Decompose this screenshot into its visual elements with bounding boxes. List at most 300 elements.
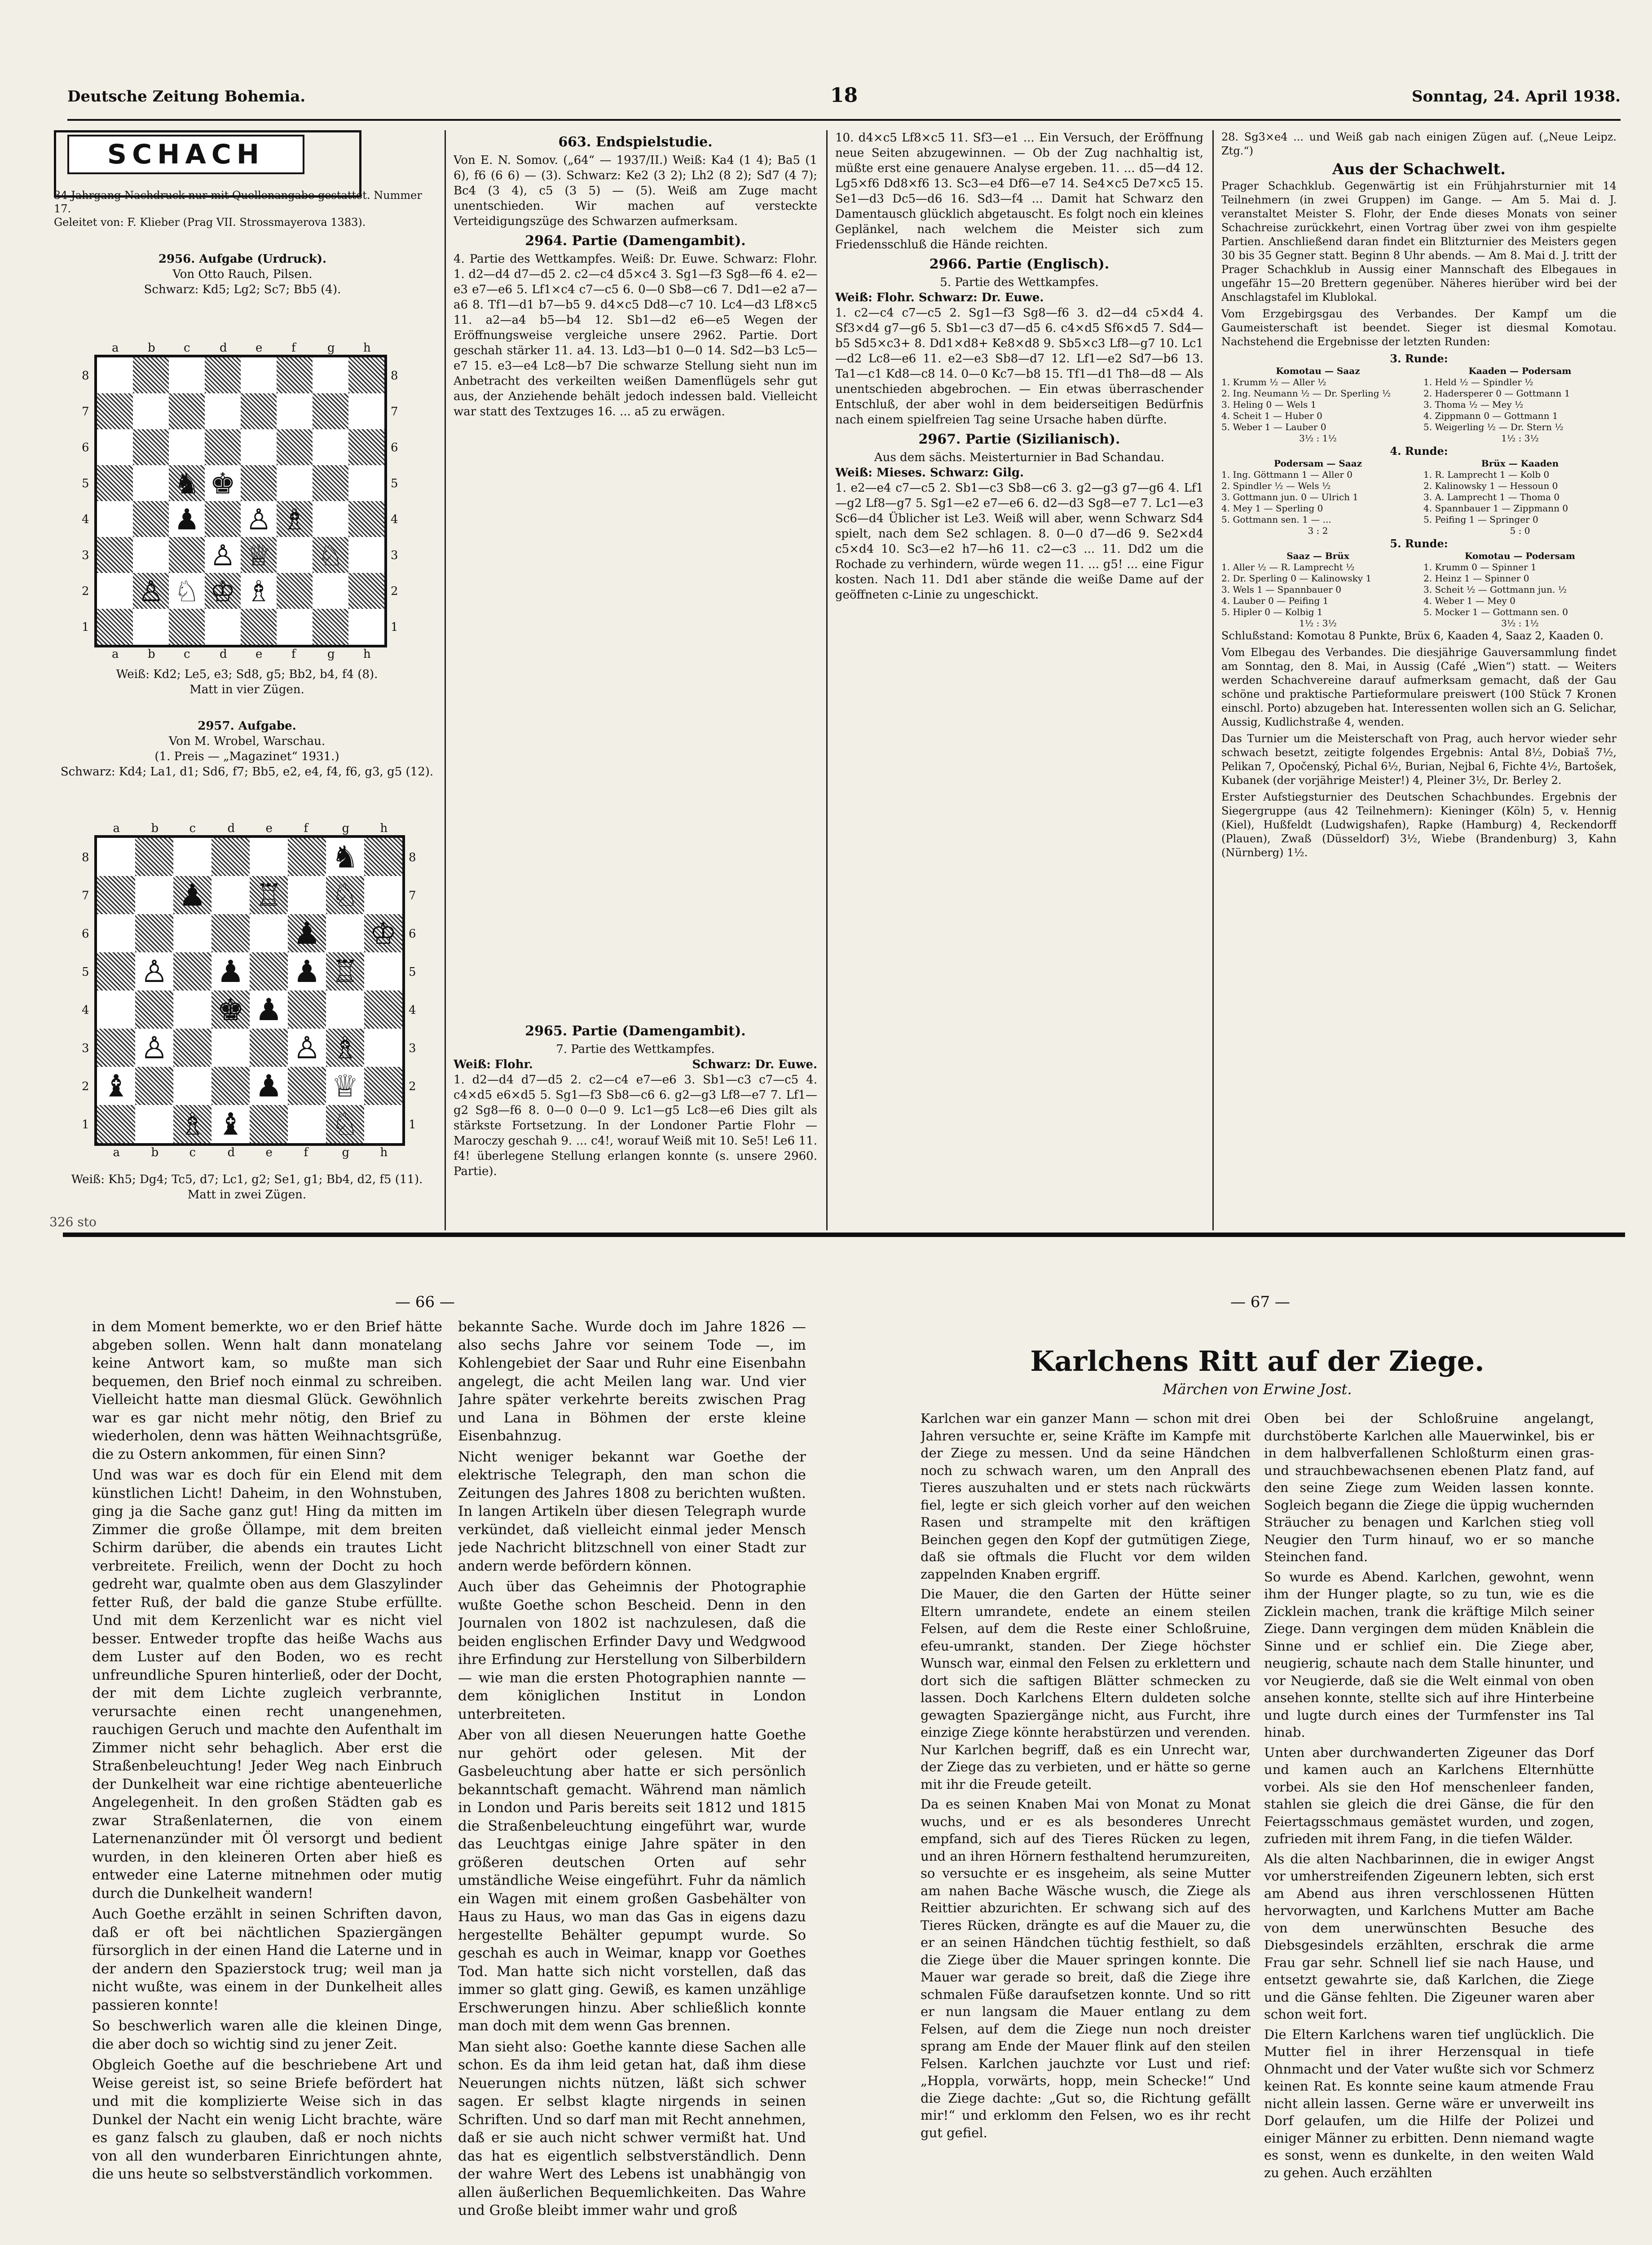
game-2964-text: 4. Partie des Wettkampfes. Weiß: Dr. Euwe. Schwarz: Flohr. 1. d2—d4 d7—d5 2. c2—c4 d5×c4 3. Sg1—f3 Sg8—f6 4. e2—e3 e7—e6 5. Lf1×c4 c7—c5 6. 0—0 Sb8—c6 7. Dd1—e2 a7—a6 8. Tf1—d1 b7—b5 9. d4×c5 Dd8—c7 10. Lc4—d3 Lf8×c5 11. a2—a4 b5—b4 12. Sb1—d2 e6—e5 Wegen der Eröffnungsweise vergleiche unsere 2962. Partie. Dort geschah stärker 11. a4. 13. Ld3—b1 0—0 14. Sd2—b3 Lc5—e7 15. e3—e4 Lc8—b7 Die schwarze Stellung sieht nun im Anbetracht des verkeilten weißen Damenflügels sehr gut aus, der Anziehende behält jedoch indessen bald. Vielleicht war statt des Textzuges 16. ... a5 zu erwägen.	[454, 252, 817, 418]
file-label: a	[113, 822, 120, 835]
board-square	[211, 876, 250, 914]
board-square	[205, 609, 241, 645]
chess-piece: ♟	[293, 954, 321, 990]
rank-label: 2	[409, 1079, 416, 1093]
paragraph: Die Eltern Karlchens waren tief unglücklich. Die Mutter fiel in ihrer Herzensqual in tiefe Ohnmacht und der Vater wußte sich vor Schmerz keinen Rat. Es konnte seine kaum atmende Frau nicht allein lassen. Gerne wäre er unverweilt ins Dorf gelaufen, um die Hilfe der Polizei und einiger Männer zu erbitten. Denn niemand wagte es sonst, wenn es dunkelte, in den weiten Wald zu gehen. Auch erzählten	[1264, 2026, 1594, 2180]
rank-label: 3	[82, 1041, 89, 1055]
board-square	[348, 501, 384, 537]
file-label: b	[151, 822, 159, 835]
header-newspaper-name: Deutsche Zeitung Bohemia.	[67, 88, 306, 106]
page-67-number: — 67 —	[1230, 1293, 1290, 1311]
board-square	[173, 952, 211, 990]
rank-label: 6	[409, 927, 416, 941]
board-square	[250, 1105, 288, 1143]
paragraph: Aber von all diesen Neuerungen hatte Goethe nur gehört oder gelesen. Mit der Gasbeleuchtung aber hatte er sich persönlich bekanntschaft gemacht. Während man nämlich in London und Paris bereits seit 1812 und 1815 die Straßenbeleuchtung eingeführt war, wurde das Leuchtgas einige Jahre später in den größeren deutschen Orten auf sehr umständliche Weise eingeführt. Fuhr da nämlich ein Wagen mit einem großen Gasbehälter von Haus zu Haus, wo man das Gas in eigens dazu hergestellte Behälter gepumpt wurde. So geschah es auch in Weimar, knapp vor Goethes Tod. Man hatte sich nicht vorstellen, daß das immer so glatt ging. Gewiß, es kamen unzählige Erschwerungen hinzu. Aber schließlich konnte man doch mit dem wenn Gas brennen.	[458, 1727, 806, 2034]
board-result: 2. Dr. Sperling 0 — Kalinowsky 1	[1221, 573, 1372, 584]
board-square	[364, 1067, 402, 1105]
file-label: d	[220, 647, 227, 661]
file-label: c	[184, 341, 190, 355]
chess-piece: ♗	[282, 503, 308, 537]
round-heading: 3. Runde:	[1390, 352, 1448, 365]
game-2964-heading: 2964. Partie (Damengambit).	[525, 233, 746, 249]
schach-title: SCHACH	[67, 135, 304, 174]
match-title: Brüx — Kaaden	[1481, 458, 1559, 469]
match-title: Kaaden — Podersam	[1468, 365, 1572, 376]
file-label: d	[220, 341, 227, 355]
board-square	[241, 465, 277, 501]
board-square	[97, 609, 133, 645]
board-square	[133, 393, 169, 429]
chess-piece: ♟	[255, 992, 282, 1028]
paragraph: in dem Moment bemerkte, wo er den Brief hätte abgeben sollen. Wenn halt dann monatelang keine Antwort kam, so mußte man sich bequemen, den Brief noch einmal zu schreiben. Vielleicht hatte man diesmal Glück. Gewöhnlich war es gar nicht mehr nötig, den Brief zu wiederholen, denn was hätten Weihnachtsgrüße, die zu Ostern ankommen, für einen Sinn?	[92, 1319, 442, 1462]
match-score: 3½ : 1½	[1501, 618, 1539, 629]
chess-piece: ♙	[141, 1030, 168, 1066]
page-66-column-2	[458, 1318, 806, 2245]
page-header	[67, 84, 1621, 121]
board-square	[313, 429, 348, 465]
board-square	[348, 573, 384, 609]
board-square	[313, 609, 348, 645]
rank-label: 2	[82, 585, 89, 598]
column-rule	[826, 130, 828, 1230]
story-title: Karlchens Ritt auf der Ziege.	[1030, 1345, 1485, 1378]
board-square	[326, 914, 364, 952]
game-2965-continuation: 10. d4×c5 Lf8×c5 11. Sf3—e1 ... Ein Versuch, der Eröffnung neue Seiten abzugewinnen. — Ob der Zug nachhaltig ist, müßte erst eine genauere Analyse ergeben. 11. ... d5—d4 12. Lg5×f6 Dd8×f6 13. Sc3—e4 Df6—e7 14. Se4×c5 De7×c5 15. Se1—d3 Dc5—d6 16. Sd3—f4 ... Damit hat Schwarz den Damentausch glücklich abgetauscht. Es folgt noch ein kleines Geplänkel, nach welchem die Meister sich zum Friedensschluß die Hände reichten.	[835, 131, 1203, 251]
board-square	[205, 429, 241, 465]
match-column	[1221, 365, 1414, 444]
board-result: 2. Heinz 1 — Spinner 0	[1423, 573, 1529, 584]
chess-piece: ♚	[210, 467, 236, 501]
paragraph: Obgleich Goethe auf die beschriebene Art und Weise gereist ist, so seine Briefe befördert hat und mit die komplizierte Weise sich in das Dunkel der Nacht ein wenig Licht brachte, wäre es ganz falsch zu glauben, daß er noch nichts von all den wunderbaren Einrichtungen ahnte, die uns heute so selbstverständlich vorkommen.	[92, 2057, 442, 2182]
board-square	[348, 537, 384, 573]
chess-piece: ♟	[179, 878, 206, 914]
board-result: 4. Spannbauer 1 — Zippmann 0	[1423, 503, 1568, 514]
chess-piece: ♕	[246, 539, 272, 572]
board-square	[288, 876, 326, 914]
problem2-prize: (1. Preis — „Magazinet“ 1931.)	[154, 750, 339, 763]
page-66-column-1	[92, 1318, 442, 2245]
board-square	[205, 393, 241, 429]
chess-piece: ♘	[174, 575, 200, 608]
paragraph: Karlchen war ein ganzer Mann — schon mit drei Jahren versuchte er, seine Kräfte im Kampfe mit der Ziege zu messen. Und da seine Händchen noch zu schwach waren, um den Anprall des Tieres auszuhalten und er stets nach rückwärts fiel, legte er sich gleich vorher auf den weichen Rasen und strampelte mit den kräftigen Beinchen gegen den Kopf der gutmütigen Ziege, daß sie oftmals die Flucht vor dem wilden zappelnden Knaben ergriff.	[921, 1411, 1251, 1582]
board-square	[313, 357, 348, 393]
rank-label: 6	[82, 441, 89, 454]
rank-label: 8	[391, 369, 398, 383]
file-label: h	[380, 1146, 388, 1159]
problem1-black: Schwarz: Kd5; Lg2; Sc7; Bb5 (4).	[144, 283, 341, 296]
board-square	[135, 1105, 173, 1143]
file-label: b	[148, 647, 155, 661]
board-result: 1. R. Lamprecht 1 — Kolb 0	[1423, 469, 1550, 480]
rank-label: 8	[409, 850, 416, 864]
rank-label: 3	[82, 549, 89, 562]
section-rule	[63, 1233, 1625, 1237]
board-square	[97, 393, 133, 429]
rank-label: 3	[391, 549, 398, 562]
chess-piece: ♖	[255, 878, 282, 914]
news-erzgebirge: Vom Erzgebirgsgau des Verbandes. Der Kampf um die Gaumeisterschaft ist beendet. Sieger ist diesmal Komotau. Nachstehend die Ergebnisse der letzten Runden:	[1221, 308, 1617, 348]
board-square	[97, 838, 135, 876]
file-label: e	[256, 647, 263, 661]
board-square	[205, 501, 241, 537]
board-square	[348, 465, 384, 501]
game-2965-players	[454, 1057, 817, 1072]
chess-piece: ♟	[255, 1069, 282, 1105]
file-label: e	[265, 822, 273, 835]
rank-label: 2	[82, 1079, 89, 1093]
game-2965-heading: 2965. Partie (Damengambit).	[525, 1023, 746, 1039]
file-label: f	[304, 822, 308, 835]
board-result: 3. Heling 0 — Wels 1	[1221, 399, 1317, 410]
rank-label: 7	[391, 405, 398, 418]
rank-label: 5	[82, 477, 89, 490]
problem1-solution-text	[54, 667, 440, 707]
match-column	[1221, 550, 1414, 629]
paragraph: Oben bei der Schloßruine angelangt, durchstöberte Karlchen alle Mauerwinkel, bis er in dem halbverfallenen Schloßturm einen gras- und strauchbewachsenen ebenen Platz fand, auf den seine Ziege zum Weiden lassen konnte. Sogleich begann die Ziege die üppig wuchernden Sträucher zu benagen und Karlchen stieg voll Neugier den Turm hinauf, wo er so manche Steinchen fand.	[1264, 1411, 1594, 1564]
board-result: 5. Gottmann sen. 1 — ...	[1221, 514, 1331, 525]
chess-piece: ♔	[210, 575, 236, 608]
board-result: 1. Krumm ½ — Aller ½	[1221, 377, 1326, 387]
rank-label: 7	[82, 405, 89, 418]
board-square	[288, 838, 326, 876]
board-square	[288, 1067, 326, 1105]
board-square	[173, 1067, 211, 1105]
board-square	[364, 952, 402, 990]
round-table	[1221, 365, 1617, 444]
board-square	[97, 537, 133, 573]
board-result: 5. Weber 1 — Lauber 0	[1221, 422, 1326, 432]
rank-label: 1	[82, 1118, 89, 1131]
game-2965-white: Weiß: Flohr.	[454, 1058, 533, 1071]
board-square	[364, 838, 402, 876]
rank-label: 1	[391, 621, 398, 634]
paragraph: Als die alten Nachbarinnen, die in ewiger Angst vor umherstreifenden Zigeunern lebten, sich erst am Abend aus ihren verschlossenen Hütten hervorwagten, und Karlchens Mutter am Bache von dem unerwünschten Besuche des Diebsgesindels erzählten, erschrak die arme Frau gar sehr. Schnell lief sie nach Hause, und entsetzt gewahrte sie, daß Karlchen, die Ziege und die Gänse fehlten. Die Zigeuner waren aber schon weit fort.	[1264, 1851, 1594, 2022]
paragraph: Nicht weniger bekannt war Goethe der elektrische Telegraph, den man schon die Zeitungen des Jahres 1808 zu berichten wußten. In langen Artikeln über diesen Telegraph wurde verkündet, daß vielleicht einmal jeder Mensch jede Nachricht blitzschnell von einer Stadt zur andern werde befördern können.	[458, 1448, 806, 1574]
board-square	[133, 465, 169, 501]
chess-piece: ♙	[138, 575, 164, 608]
match-score: 3½ : 1½	[1299, 433, 1337, 444]
board-square	[169, 609, 205, 645]
board-result: 3. A. Lamprecht 1 — Thoma 0	[1423, 492, 1560, 502]
file-label: h	[380, 822, 388, 835]
chess-piece: ♘	[317, 539, 344, 572]
board-square	[97, 501, 133, 537]
news-prague-club: Prager Schachklub. Gegenwärtig ist ein Frühjahrsturnier mit 14 Teilnehmern (in zwei Gruppen) im Gange. — Am 5. Mai d. J. veranstaltet Meister S. Flohr, der Ende dieses Monats von seiner Schachreise zurückkehrt, einen Vortrag über zwei von ihm gespielte Partien. Anschließend daran findet ein Blitzturnier des Meisters gegen 30 bis 35 Gegner statt. Beginn 8 Uhr abends. — Am 8. Mai d. J. tritt der Prager Schachklub in Aussig einer Mannschaft des Elbegaues in ungefähr 15—20 Brettern gegenüber. Näheres hierüber wird bei der Anschlagstafel im Klublokal.	[1221, 180, 1617, 304]
board-square	[348, 609, 384, 645]
board-square	[135, 1067, 173, 1105]
board-square	[277, 609, 313, 645]
board-square	[313, 573, 348, 609]
board-square	[211, 914, 250, 952]
game-2966-heading: 2966. Partie (Englisch).	[929, 256, 1110, 272]
rank-label: 6	[82, 927, 89, 941]
column-news	[1221, 130, 1617, 1230]
board-square	[97, 914, 135, 952]
board-result: 3. Wels 1 — Spannbauer 0	[1221, 584, 1341, 595]
board-square	[97, 952, 135, 990]
board-result: 5. Weigerling ½ — Dr. Stern ½	[1423, 422, 1564, 432]
match-score: 5 : 0	[1510, 525, 1530, 536]
board-square	[135, 990, 173, 1029]
match-title: Komotau — Podersam	[1465, 550, 1575, 561]
rank-label: 4	[82, 1003, 89, 1017]
board-square	[133, 501, 169, 537]
match-column	[1423, 365, 1617, 444]
problem2-author: Von M. Wrobel, Warschau.	[168, 735, 326, 748]
header-date: Sonntag, 24. April 1938.	[1411, 88, 1621, 106]
chess-board-problem1	[82, 341, 398, 661]
column-rule	[445, 130, 446, 1230]
board-result: 2. Kalinowsky 1 — Hessoun 0	[1423, 480, 1558, 491]
game-2965-black: Schwarz: Dr. Euwe.	[692, 1058, 817, 1071]
board-square	[241, 393, 277, 429]
board-square	[97, 876, 135, 914]
board-square	[348, 357, 384, 393]
board-result: 3. Scheit ½ — Gottmann jun. ½	[1423, 584, 1567, 595]
news-dsb-tournament: Erster Aufstiegsturnier des Deutschen Schachbundes. Ergebnis der Siegergruppe (aus 42 Teilnehmern): Kieninger (Köln) 5, v. Hennig (Kiel), Hußfeldt (Ludwigshafen), Rapke (Hamburg) 4, Reckendorff (Plauen), Zwaß (Düsseldorf) 3½, Wiebe (Brandenburg) 3, Kahn (Nürnberg) 1½.	[1221, 791, 1617, 859]
match-column	[1221, 458, 1414, 537]
match-title: Saaz — Brüx	[1286, 550, 1349, 561]
file-label: d	[227, 822, 235, 835]
board-square	[277, 429, 313, 465]
board-result: 1. Krumm 0 — Spinner 1	[1423, 562, 1537, 572]
news-elbegau: Vom Elbegau des Verbandes. Die diesjährige Gauversammlung findet am Sonntag, den 8. Mai, in Aussig (Café „Wien“) statt. — Weiters werden Schachvereine darauf aufmerksam gemacht, daß der Gau schöne und praktische Partieformulare preiswert (100 Stück 7 Kronen einschl. Porto) abzugeben hat. Interessenten wollen sich an G. Selichar, Aussig, Kudlichstraße 4, wenden.	[1221, 646, 1617, 728]
news-prague-championship: Das Turnier um die Meisterschaft von Prag, auch hervor wieder sehr schwach besetzt, zeitigte folgendes Ergebnis: Antal 8½, Dobiaš 7½, Pelikan 7, Opočenský, Pichal 6½, Burian, Nejbal 6, Fichte 4½, Bartošek, Kubanek (der vorjährige Meister!) 4, Pleiner 3½, Dr. Berley 2.	[1221, 732, 1617, 787]
file-label: c	[184, 647, 190, 661]
board-square	[241, 609, 277, 645]
board-result: 4. Weber 1 — Mey 0	[1423, 595, 1515, 606]
column-2	[454, 130, 817, 1010]
board-result: 1. Ing. Göttmann 1 — Aller 0	[1221, 469, 1352, 480]
chess-piece: ♗	[179, 1107, 206, 1143]
page-66-number: — 66 —	[395, 1293, 455, 1311]
file-label: g	[342, 822, 350, 835]
board-result: 3. Gottmann jun. 0 — Ulrich 1	[1221, 492, 1359, 502]
game-2966-sub: 5. Partie des Wettkampfes.	[940, 276, 1099, 289]
board-square	[173, 990, 211, 1029]
board-square	[326, 990, 364, 1029]
round-table	[1221, 550, 1617, 629]
schach-meta	[54, 189, 431, 238]
board-square	[313, 501, 348, 537]
margin-mark: 326 sto	[49, 1215, 97, 1229]
board-square	[133, 429, 169, 465]
board-square	[135, 876, 173, 914]
board-square	[97, 357, 133, 393]
file-label: f	[304, 1146, 308, 1159]
schach-volume: 34 Jahrgang Nachdruck nur mit Quellenangabe gestattet. Nummer 17.	[54, 189, 422, 215]
chess-piece: ♗	[246, 575, 272, 608]
board-result: 4. Zippmann 0 — Gottmann 1	[1423, 410, 1558, 421]
board-result: 1. Aller ½ — R. Lamprecht ½	[1221, 562, 1355, 572]
board-result: 4. Scheit 1 — Huber 0	[1221, 410, 1322, 421]
file-label: d	[227, 1146, 235, 1159]
board-square	[250, 914, 288, 952]
file-label: e	[265, 1146, 273, 1159]
board-square	[97, 1105, 135, 1143]
rank-label: 4	[82, 513, 89, 526]
page-67-column-2	[1264, 1410, 1594, 2245]
study-text: Von E. N. Somov. („64“ — 1937/II.) Weiß: Ka4 (1 4); Ba5 (1 6), f6 (6 6) — (3). Schwarz: Ke2 (3 2); Lh2 (8 2); Sd7 (4 7); Bc4 (3 4), c5 (3 5) — (5). Weiß am Zuge macht unentschieden. Wir machen auf versteckte Verteidigungszüge des Schwarzen aufmerksam.	[454, 154, 817, 228]
board-result: 1. Held ½ — Spindler ½	[1423, 377, 1533, 387]
board-result: 5. Peifing 1 — Springer 0	[1423, 514, 1538, 525]
board-square	[211, 1067, 250, 1105]
game-2967-sub: Aus dem sächs. Meisterturnier in Bad Schandau.	[874, 451, 1165, 464]
chess-piece: ♘	[331, 878, 359, 914]
paragraph: Man sieht also: Goethe kannte diese Sachen alle schon. Es da ihm leid getan hat, daß ihm diese Neuerungen nichts nützen, läßt sich schwer sagen. Er selbst klagte nirgends in seinen Schriften. Und so darf man mit Recht annehmen, daß er sie auch nicht schwer vermißt hat. Und das hat es eigentlich selbstverständlich. Denn der wahre Wert des Lebens ist unabhängig von allen äußerlichen Bequemlichkeiten. Das Wahre und Große bleibt immer wahr und groß	[458, 2038, 806, 2219]
board-square	[364, 990, 402, 1029]
rank-label: 6	[391, 441, 398, 454]
board-square	[277, 537, 313, 573]
round-heading: 4. Runde:	[1390, 445, 1448, 458]
game-2966-text: 1. c2—c4 c7—c5 2. Sg1—f3 Sg8—f6 3. d2—d4 c5×d4 4. Sf3×d4 g7—g6 5. Sb1—c3 d7—d5 6. c4×d5 Sf6×d5 7. Sd4—b5 Sd5×c3+ 8. Dd1×d8+ Ke8×d8 9. Sb5×c3 Lf8—g7 10. Lc1—d2 Lc8—e6 11. e2—e3 Sb8—d7 12. Lf1—e2 Sd7—b6 13. Ta1—c1 Kd8—c8 14. 0—0 Kc7—b8 15. Tf1—d1 Th8—d8 — Als unentschieden abgebrochen. — Ein etwas überraschender Entschluß, der aber wohl in dem beiderseitigen Bedürfnis nach einem spielfreien Tag seine Ursache haben dürfte.	[835, 306, 1203, 427]
problem1-intro	[54, 251, 431, 319]
board-square	[169, 537, 205, 573]
problem2-white: Weiß: Kh5; Dg4; Tc5, d7; Lc1, g2; Se1, g1; Bb4, d2, f5 (11).	[71, 1173, 423, 1186]
file-label: g	[342, 1146, 350, 1159]
game-2967-players: Weiß: Mieses. Schwarz: Gilg.	[835, 466, 1024, 480]
board-square	[133, 357, 169, 393]
rank-label: 5	[391, 477, 398, 490]
chess-piece: ♟	[293, 916, 321, 952]
board-square	[348, 429, 384, 465]
round-results	[1221, 352, 1617, 629]
match-column	[1423, 458, 1617, 537]
chess-piece: ♝	[217, 1107, 244, 1143]
problem1-task: Matt in vier Zügen.	[189, 683, 304, 696]
paragraph: So beschwerlich waren alle die kleinen Dinge, die aber doch so wichtig sind zu jener Zeit.	[92, 2018, 442, 2052]
board-square	[169, 393, 205, 429]
board-square	[250, 838, 288, 876]
problem1-white: Weiß: Kd2; Le5, e3; Sd8, g5; Bb2, b4, f4 (8).	[116, 668, 378, 681]
match-title: Komotau — Saaz	[1276, 365, 1360, 376]
game-2967-heading: 2967. Partie (Sizilianisch).	[918, 431, 1120, 447]
board-square	[97, 990, 135, 1029]
rank-label: 8	[82, 369, 89, 383]
match-score: 1½ : 3½	[1501, 433, 1539, 444]
file-label: g	[327, 341, 335, 355]
board-square	[97, 465, 133, 501]
board-square	[364, 1105, 402, 1143]
problem2-solution-text	[54, 1172, 440, 1212]
board-square	[250, 952, 288, 990]
chess-piece: ♙	[246, 503, 272, 537]
chess-piece: ♟	[217, 954, 244, 990]
rank-label: 1	[409, 1118, 416, 1131]
match-score: 1½ : 3½	[1299, 618, 1337, 629]
game-2965-text: 1. d2—d4 d7—d5 2. c2—c4 e7—e6 3. Sb1—c3 c7—c5 4. c4×d5 e6×d5 5. Sg1—f3 Sb8—c6 6. g2—g3 Lf8—e7 7. Lf1—g2 Sg8—f6 8. 0—0 0—0 9. Lc1—g5 Lc8—e6 Dies gilt als stärkste Fortsetzung. In der Londoner Partie Flohr — Maroczy geschah 9. ... c4!, worauf Weiß mit 10. Se5! Le6 11. f4! überlegene Stellung erlangen konnte (s. unsere 2960. Partie).	[454, 1073, 817, 1178]
file-label: a	[112, 647, 119, 661]
board-square	[313, 393, 348, 429]
board-square	[169, 429, 205, 465]
rank-label: 3	[409, 1041, 416, 1055]
board-square	[241, 357, 277, 393]
paragraph: Die Mauer, die den Garten der Hütte seiner Eltern umrandete, endete an einem steilen Felsen, auf dem die Reste einer Schloßruine, efeu-umrankt, standen. Der Ziege höchster Wunsch war, einmal den Felsen zu erklettern und dort sich die saftigen Blätter schmecken zu lassen. Doch Karlchens Eltern duldeten solche gewagten Spaziergänge nicht, aus Furcht, ihre einzige Ziege könnte herabstürzen und verenden. Nur Karlchen begriff, daß es ein Unrecht war, der Ziege das zu verbieten, und er hätte so gerne mit ihr die Freude geteilt.	[921, 1586, 1251, 1792]
problem2-black: Schwarz: Kd4; La1, d1; Sd6, f7; Bb5, e2, e4, f4, f6, g3, g5 (12).	[60, 765, 434, 779]
paragraph: So wurde es Abend. Karlchen, gewohnt, wenn ihm der Hunger plagte, so zu tun, wie es die Zicklein machen, trank die kräftige Milch seiner Ziege. Dann vergingen dem müden Knäblein die Sinne und er schlief ein. Die Ziege aber, neugierig, schaute nach dem Stalle hinunter, und vor Neugierde, daß sie die Welt einmal von oben ansehen konnte, stellte sich auf ihre Hinterbeine und lugte durch eines der Turmfenster ins Tal hinab.	[1264, 1569, 1594, 1740]
board-square	[241, 429, 277, 465]
file-label: c	[189, 1146, 196, 1159]
game-2966-players: Weiß: Flohr. Schwarz: Dr. Euwe.	[835, 291, 1044, 304]
board-square	[313, 465, 348, 501]
board-square	[205, 357, 241, 393]
game-2965-sub: 7. Partie des Wettkampfes.	[556, 1043, 715, 1056]
board-square	[133, 537, 169, 573]
problem1-author: Von Otto Rauch, Pilsen.	[172, 268, 313, 281]
page-67-column-1	[921, 1410, 1251, 2245]
rank-label: 5	[82, 965, 89, 979]
file-label: a	[113, 1146, 120, 1159]
board-square	[211, 1029, 250, 1067]
file-label: a	[112, 341, 119, 355]
board-square	[97, 573, 133, 609]
round-table	[1221, 458, 1617, 537]
chess-piece: ♙	[210, 539, 236, 572]
board-square	[348, 393, 384, 429]
rank-label: 5	[409, 965, 416, 979]
rank-label: 7	[409, 889, 416, 902]
header-page-number: 18	[830, 84, 858, 107]
board-square	[173, 1029, 211, 1067]
board-square	[288, 990, 326, 1029]
board-square	[364, 1029, 402, 1067]
file-label: c	[189, 822, 196, 835]
file-label: h	[363, 647, 371, 661]
chess-piece: ♞	[331, 840, 359, 876]
paragraph: Und was war es doch für ein Elend mit dem künstlichen Licht! Daheim, in den Wohnstuben, ging ja die Sache ganz gut! Hing da mitten im Zimmer die große Öllampe, mit dem breiten Schirm darüber, die abends ein trautes Licht verbreitete. Freilich, wenn der Docht zu hoch gedreht war, qualmte oben aus dem Glaszylinder fetter Ruß, der bald die ganze Stube erfüllte. Und mit dem Kerzenlicht war es nicht viel besser. Entweder tropfte das heiße Wachs aus dem Luster auf den Boden, wo es recht unfreundliche Spuren hinterließ, oder der Docht, der mit dem Lichte zugleich verbrannte, verursachte einen recht unangenehmen, rauchigen Geruch und machte den Aufenthalt im Zimmer nicht sehr behaglich. Aber erst die Straßenbeleuchtung! Jeder Weg nach Einbruch der Dunkelheit war eine richtige abenteuerliche Angelegenheit. In den großen Städten gab es zwar Straßenlaternen, die von einem Laternenanzünder mit Öl versorgt und bedient wurden, in den kleineren Orten aber hieß es entweder eine Laterne mitnehmen oder mutig durch die Dunkelheit wandern!	[92, 1467, 442, 1902]
problem2-task: Matt in zwei Zügen.	[187, 1188, 307, 1202]
board-square	[277, 573, 313, 609]
chess-piece: ♘	[331, 1107, 359, 1143]
chess-piece: ♔	[370, 916, 397, 952]
paragraph: Unten aber durchwanderten Zigeuner das Dorf und kamen auch an Karlchens Elternhütte vorbei. Als sie den Hof menschenleer fanden, stahlen sie gleich die drei Gänse, die für den Feiertagsschmaus gemästet wurden, und zogen, zufrieden mit ihrem Fang, in die tiefen Wälder.	[1264, 1744, 1594, 1846]
rank-label: 1	[82, 621, 89, 634]
file-label: b	[151, 1146, 159, 1159]
board-result: 4. Lauber 0 — Peifing 1	[1221, 595, 1329, 606]
study-heading: 663. Endspielstudie.	[558, 134, 713, 150]
column-rule	[1212, 130, 1214, 1230]
problem1-heading: 2956. Aufgabe (Urdruck).	[158, 252, 327, 266]
chess-piece: ♟	[174, 503, 200, 537]
round-heading: 5. Runde:	[1390, 537, 1448, 550]
file-label: f	[291, 341, 296, 355]
board-result: 2. Ing. Neumann ½ — Dr. Sperling ½	[1221, 388, 1391, 399]
file-label: h	[363, 341, 371, 355]
chess-board-problem2	[82, 822, 416, 1159]
paragraph: Auch über das Geheimnis der Photographie wußte Goethe schon Bescheid. Denn in den Journalen von 1802 ist nachzulesen, daß die beiden englischen Erfinder Davy und Wedgwood ihre Erfindung zur Herstellung von Silberbildern — wie man die ersten Photographien nannte — dem königlichen Institut in London unterbreiteten.	[458, 1579, 806, 1722]
chess-piece: ♕	[331, 1069, 359, 1105]
game-end-text: 28. Sg3×e4 ... und Weiß gab nach einigen Zügen auf. („Neue Leipz. Ztg.“)	[1221, 131, 1617, 157]
board-square	[277, 393, 313, 429]
board-square	[250, 1029, 288, 1067]
board-square	[277, 357, 313, 393]
board-square	[135, 914, 173, 952]
board-square	[133, 609, 169, 645]
news-heading: Aus der Schachwelt.	[1332, 160, 1506, 178]
paragraph: Auch Goethe erzählt in seinen Schriften davon, daß er oft bei nächtlichen Spaziergängen fürsorglich in der einen Hand die Laterne und in der andern den Spazierstock trug; weil man ja nicht wußte, was einem in der Dunkelheit alles passieren konnte!	[92, 1906, 442, 2013]
chess-piece: ♙	[293, 1030, 321, 1066]
chess-piece: ♞	[174, 467, 200, 501]
board-result: 3. Thoma ½ — Mey ½	[1423, 399, 1524, 410]
board-square	[135, 838, 173, 876]
board-result: 4. Mey 1 — Sperling 0	[1221, 503, 1323, 514]
column-2-bottom	[454, 1019, 817, 1230]
paragraph: Da es seinen Knaben Mai von Monat zu Monat wuchs, und er es als besonderes Unrecht empfand, sich auf des Tieres Rücken zu legen, und an ihren Hörnern festhaltend herumzureiten, so versuchte er es insgeheim, als seine Mutter am nahen Bache Wäsche wusch, die Ziege als Reittier abzurichten. Er schwang sich auf des Tieres Rücken, drängte es auf die Mauer zu, die er an seinen Händchen tüchtig festhielt, so daß die Ziege über die Mauer springen konnte. Die Mauer war gerade so breit, daß die Ziege ihre schmalen Füße daraufsetzen konnte. Und so ritt er nun langsam die Mauer entlang zu dem Felsen, auf dem die Ziege nun noch dreister sprang am Ende der Mauer flink auf den steilen Felsen. Karlchen jauchzte vor Lust und rief: „Hoppla, vorwärts, hopp, mein Schecke!“ Und die Ziege dachte: „Gut so, die Richtung gefällt mir!“ und erklomm den Felsen, wo es ihr recht gut gefiel.	[921, 1796, 1251, 2140]
rank-label: 4	[391, 513, 398, 526]
board-square	[169, 357, 205, 393]
board-result: 5. Mocker 1 — Gottmann sen. 0	[1423, 607, 1568, 617]
rank-label: 4	[409, 1003, 416, 1017]
